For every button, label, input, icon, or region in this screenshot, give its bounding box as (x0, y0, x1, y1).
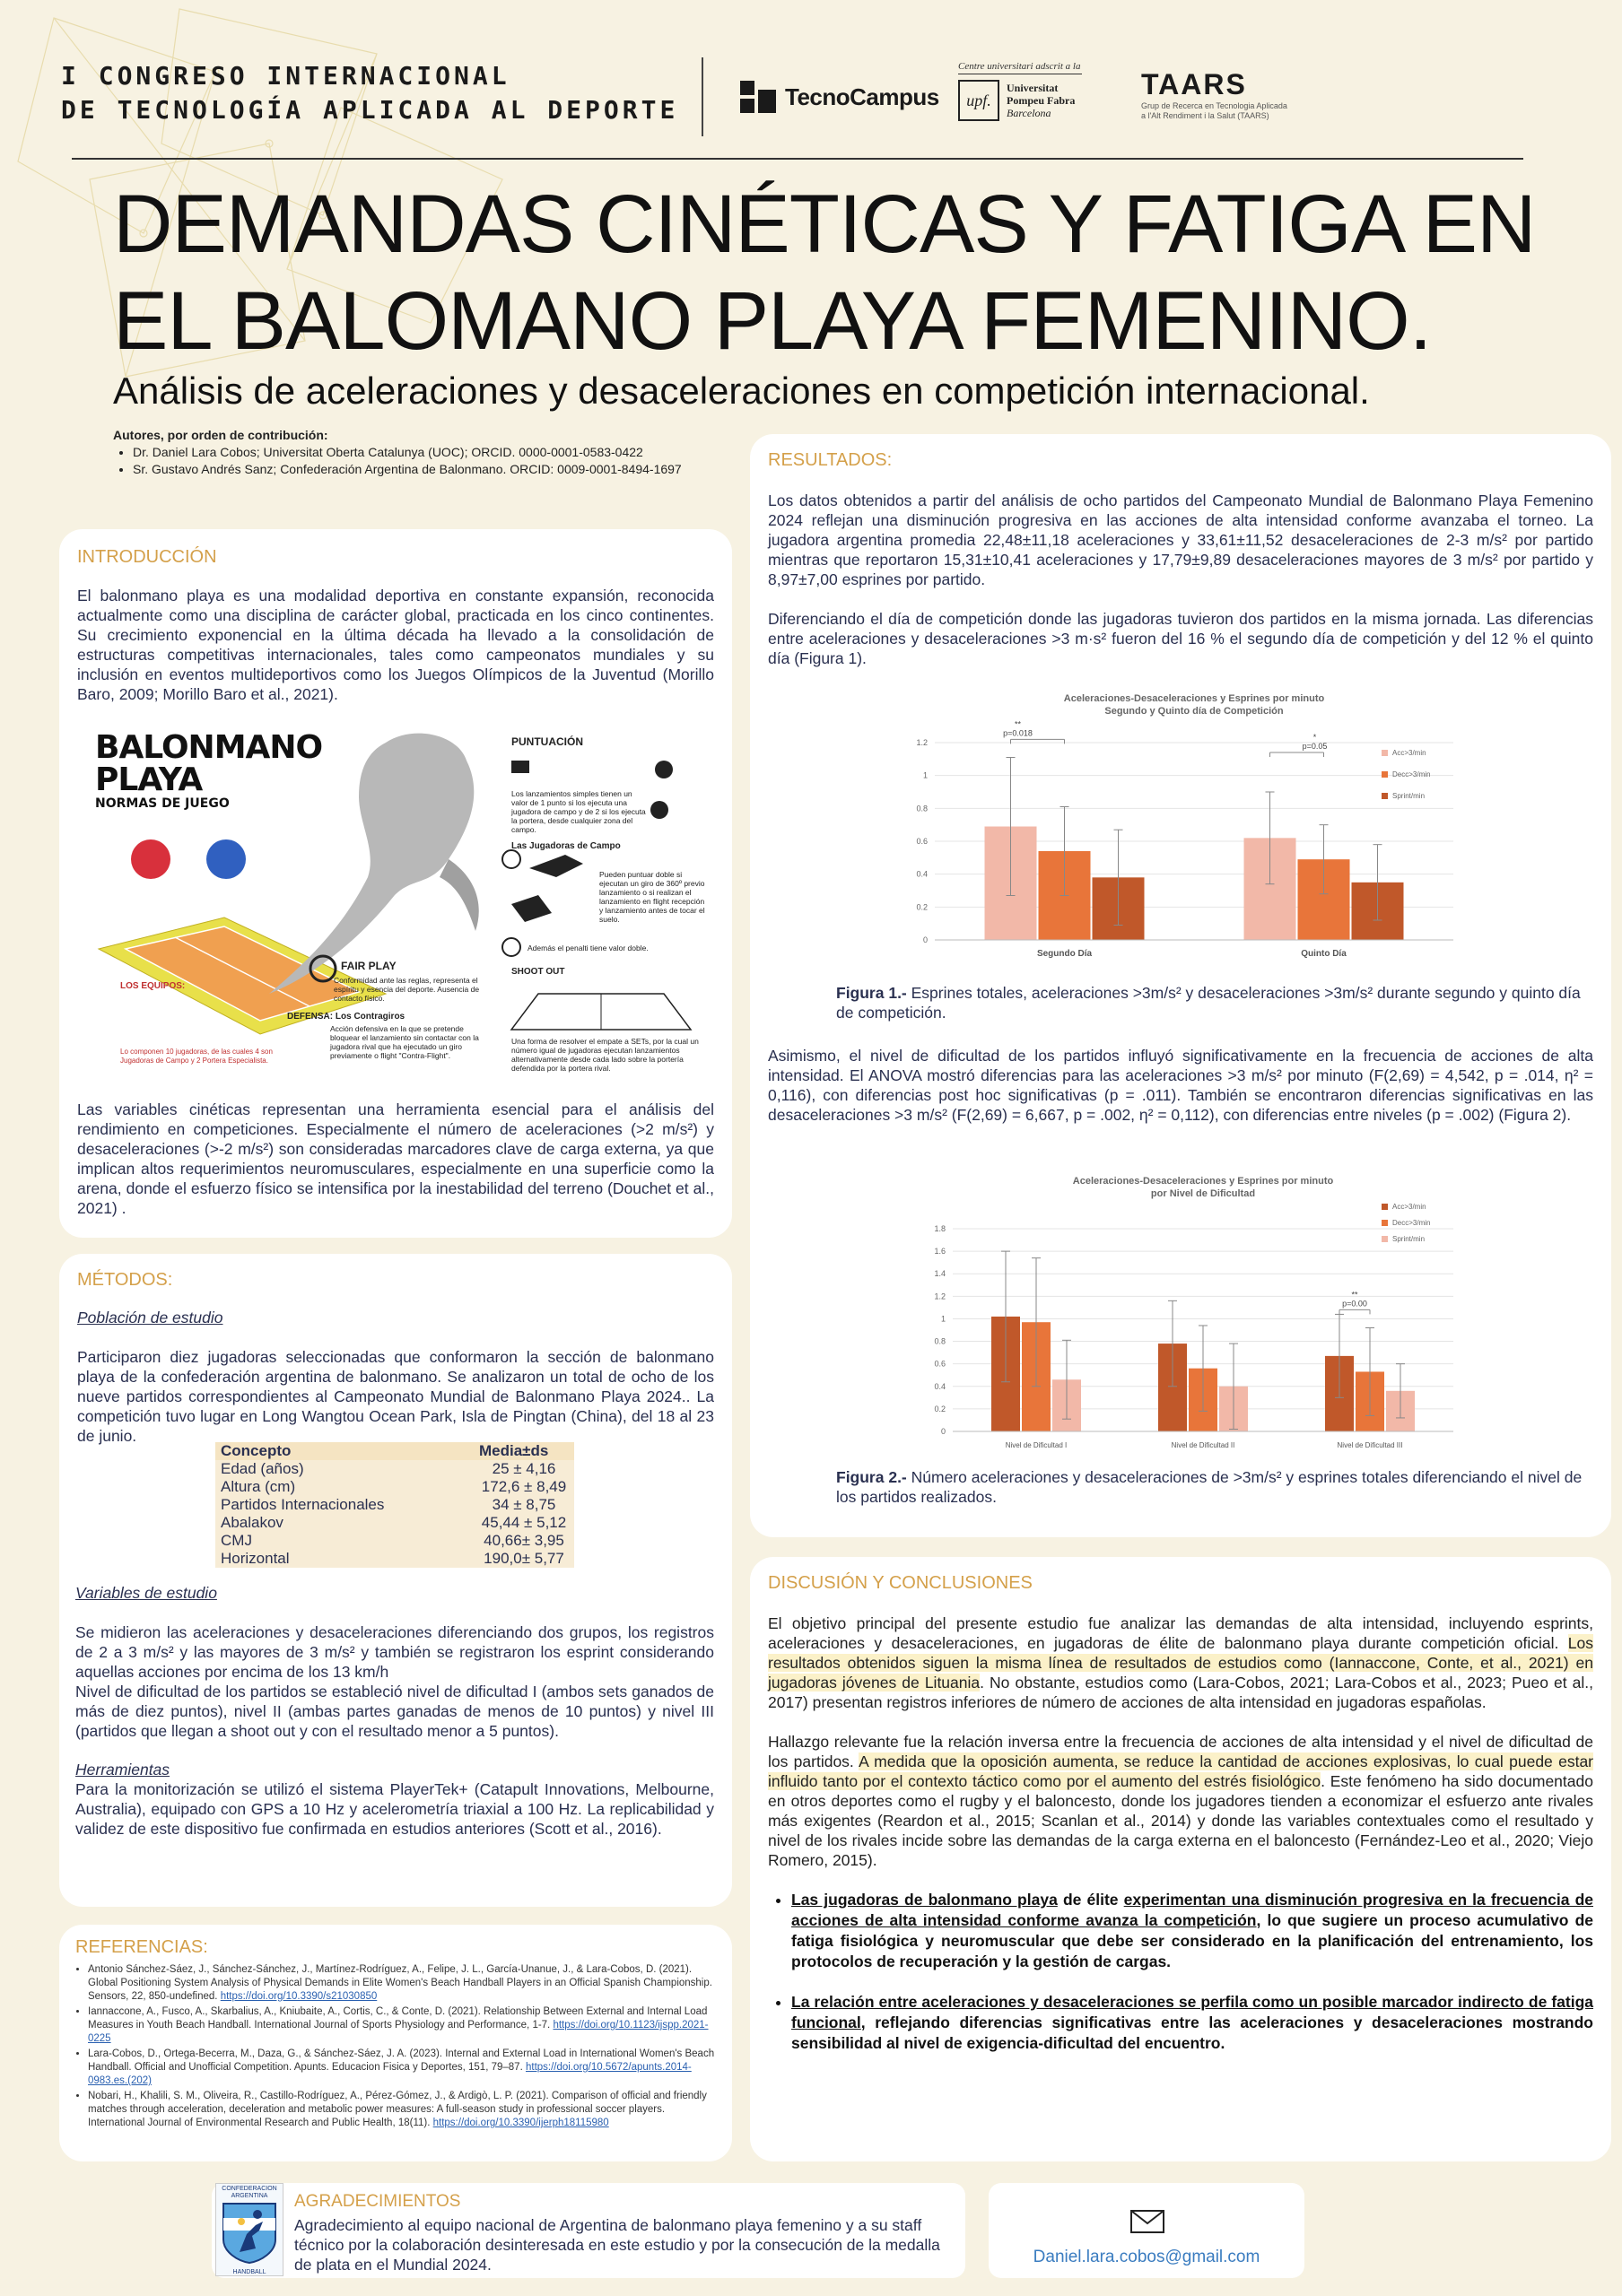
equipos-text: Lo componen 10 jugadoras, de las cuales 4 son Jugadoras de Campo y 2 Portera Especialista. (120, 1048, 273, 1065)
table-cell: 172,6 ± 8,49 (474, 1478, 574, 1496)
reference-item (88, 2005, 716, 2046)
y-tick-label: 0.8 (916, 804, 928, 813)
chart-title: Aceleraciones-Desaceleraciones y Esprines por minuto (1072, 1176, 1334, 1187)
taars-name: TAARS (1141, 68, 1247, 100)
y-tick-label: 0.4 (916, 869, 928, 879)
authors-heading: Autores, por orden de contribución: (113, 428, 328, 442)
resultados-heading: RESULTADOS: (768, 450, 893, 470)
x-category-label: Quinto Día (1301, 949, 1347, 959)
equipos-label: LOS EQUIPOS: (120, 981, 186, 991)
discusion-card (750, 1557, 1611, 2161)
table-cell: Abalakov (215, 1514, 474, 1532)
tecnocampus-name: TecnoCampus (785, 83, 939, 110)
congress-line-2: DE TECNOLOGÍA APLICADA AL DEPORTE (61, 95, 679, 125)
reference-link[interactable]: https://doi.org/10.5672/apunts.2014-0983.es.(202) (88, 2062, 692, 2086)
upf-line-1: Universitat (1007, 82, 1059, 94)
conclusion-text: de élite (1057, 1891, 1124, 1909)
y-tick-label: 1.6 (934, 1247, 946, 1257)
table-header-concepto: Concepto (215, 1442, 474, 1460)
upf-line-3: Barcelona (1007, 107, 1051, 119)
upf-caption: Centre universitari adscrit a la (958, 61, 1082, 74)
table-cell: 34 ± 8,75 (474, 1496, 574, 1514)
contact-email[interactable]: Daniel.lara.cobos@gmail.com (1033, 2248, 1260, 2266)
figure-2-chart (915, 1171, 1471, 1467)
significance-stars: * (1312, 733, 1317, 742)
significance-p: p=0.018 (1003, 728, 1033, 738)
author-item: • Dr. Daniel Lara Cobos; Universitat Oberta Catalunya (UOC); ORCID. 0000-0001-0583-0422 (133, 444, 682, 461)
legend-label: Decc>3/min (1392, 1219, 1431, 1227)
significance-p: p=0.00 (1342, 1299, 1367, 1309)
discusion-highlight: A medida que la oposición aumenta, se reduce la cantidad de acciones explosivas, lo cual puede estar influido tanto por el contexto táctico como por el aumento del estrés fisiológico (768, 1752, 1593, 1790)
table-row (215, 1532, 574, 1550)
y-tick-label: 1.8 (934, 1224, 946, 1233)
discusion-text: . Este fenómeno ha sido documentado en otros deportes como el rugby y el baloncesto, donde los jugadores tienden a economizar el esfuerzo ante rivales más exigentes (Reardon et al., 2015; Scanlan et al., 2014) y donde las variables contextuales como el resultado y nivel de los rivales incide sobre las demandas de la carga externa en el baloncesto (Fernández-Leo et al., 2020; Viejo Romero, 2015). (768, 1772, 1593, 1869)
conclusion-text: La relación entre aceleraciones y desaceleraciones se perfila como un posible marcador indirecto de fatiga funcional (791, 1993, 1593, 2031)
discusion-text: Hallazgo relevante fue la relación inversa entre la frecuencia de acciones de alta intensidad y el nivel de dificultad de los partidos. (768, 1733, 1593, 1770)
reference-link[interactable]: https://doi.org/10.1123/ijspp.2021-0225 (88, 2020, 709, 2044)
reference-item (88, 2048, 716, 2088)
y-tick-label: 0.6 (934, 1359, 946, 1369)
poster-subtitle: Análisis de aceleraciones y desaceleraciones en competición internacional. (113, 370, 1370, 412)
reference-item (88, 1963, 716, 2004)
discusion-paragraph-1 (768, 1613, 1593, 1712)
intro-paragraph-2: Las variables cinéticas representan una herramienta esencial para el análisis del rendimiento en competiciones. Especialmente el número de aceleraciones (>2 m/s²) y desaceleraciones (>-2 m/s²) son consideradas marcadores clave de carga externa, ya que implican altos requerimientos neuromusculares, especialmente en una superficie como la arena, donde el esfuerzo físico se intensifica por la inestabilidad del terreno (Douchet et al., 2021) . (77, 1100, 714, 1217)
author-item: • Sr. Gustavo Andrés Sanz; Confederación Argentina de Balonmano. ORCID: 0009-0001-8494-1697 (133, 461, 682, 478)
reference-item (88, 2090, 716, 2130)
congress-title (61, 59, 678, 127)
jugadoras-text: Pueden puntuar doble si ejecutan un giro de 360º previo lanzamiento o si realizan el lanzamiento en flight recepción y lanzamiento antes de tocar el suelo. (599, 870, 705, 924)
defensa-label: DEFENSA: Los Contragiros (287, 1012, 406, 1022)
legend-swatch (1382, 1204, 1388, 1210)
y-tick-label: 0 (940, 1427, 946, 1436)
x-category-label: Nivel de Dificultad II (1171, 1441, 1235, 1449)
table-cell: Altura (cm) (215, 1478, 474, 1496)
table-cell: 25 ± 4,16 (474, 1460, 574, 1478)
conclusion-text: Las jugadoras de balonmano playa (791, 1891, 1058, 1909)
shootout-label: SHOOT OUT (511, 967, 565, 977)
conclusion-item (791, 1890, 1593, 1972)
contact-card (989, 2183, 1304, 2278)
herramientas-paragraph: Para la monitorización se utilizó el sistema PlayerTek+ (Catapult Innovations, Melbourne, Australia), equipado con GPS a 10 Hz y acelerometría triaxial a 100 Hz. La replicabilidad y validez de este dispositivo fue confirmada en estudios anteriores (Scott et al., 2016). (75, 1780, 714, 1838)
authors-block (113, 427, 682, 478)
header-rule (72, 158, 1523, 160)
table-cell: 45,44 ± 5,12 (474, 1514, 574, 1532)
resultados-paragraph-2: Diferenciando el día de competición donde las jugadoras tuvieron dos partidos en la misma jornada. Las diferencias entre aceleraciones y desaceleraciones >3 m·s² fueron del 16 % el segundo día de competición y del 12 % el quinto día (Figura 1). (768, 610, 1593, 667)
title-line-1: DEMANDAS CINÉTICAS Y FATIGA EN (113, 178, 1536, 270)
conclusion-text: experimentan una disminución progresiva en la frecuencia de acciones de alta intensidad conforme avanza la competición (791, 1891, 1593, 1929)
title-line-2: EL BALOMANO PLAYA FEMENINO. (113, 275, 1432, 367)
intro-paragraph-1: El balonmano playa es una modalidad deportiva en constante expansión, reconocida actualmente como una disciplina de carácter global, practicada en los cinco continentes. Su crecimiento exponencial en la última década ha llevado a la consolidación de estructuras competitivas internacionales, tales como campeonatos mundiales y su inclusión en eventos multideportivos como los Juegos Olímpicos de la Juventud (Morillo Baro, 2009; Morillo Baro et al., 2021). (77, 587, 714, 703)
cah-logo-bottom-text: HANDBALL (232, 2269, 266, 2275)
table-row (215, 1460, 574, 1478)
legend-label: Sprint/min (1392, 1235, 1426, 1243)
infographic-title-2: PLAYA (95, 761, 203, 798)
agradecimientos-heading: AGRADECIMIENTOS (294, 2192, 461, 2211)
y-tick-label: 0.4 (934, 1381, 946, 1391)
x-category-label: Nivel de Dificultad I (1005, 1441, 1068, 1449)
significance-stars: ** (1014, 719, 1022, 729)
table-header-media: Media±ds (474, 1442, 574, 1460)
conclusion-text: , reflejando diferencias significativas entre las aceleraciones y desaceleraciones mostrando sensibilidad al nivel de exigencia-dificultad del encuentro. (791, 2013, 1593, 2052)
legend-swatch (1382, 1220, 1388, 1226)
significance-p: p=0.05 (1302, 742, 1328, 751)
cah-logo-top-text: CONFEDERACION ARGENTINA (222, 2186, 277, 2199)
puntuacion-text: Los lanzamientos simples tienen un valor de 1 punto si los ejecuta una jugadora de campo y de 2 si los ejecuta la portera, desde cualquier zona del campo. (511, 789, 646, 834)
figure-1-chart (897, 689, 1471, 976)
defensa-text: Acción defensiva en la que se pretende bloquear el lanzamiento sin contactar con la jugadora rival que ha ejecutado un giro previamente o flight "Contra-Flight". (330, 1024, 479, 1060)
conclusion-item (791, 1992, 1593, 2054)
y-tick-label: 0.6 (916, 837, 928, 846)
resultados-paragraph-1: Los datos obtenidos a partir del análisis de ocho partidos del Campeonato Mundial de Balonmano Playa Femenino 2024 reflejan una disminución progresiva en las acciones de alta intensidad conforme avanzaba el torneo. La jugadora argentina promedia 22,48±11,18 aceleraciones y 33,61±11,52 desaceleraciones de 2-3 m/s² por partido mientras que reportaron 15,31±10,41 aceleraciones y 17,79±9,89 desaceleraciones mayores de 3 m/s² por partido y 8,97±7,00 esprines por partido. (768, 491, 1593, 588)
agradecimientos-card (212, 2183, 965, 2278)
y-tick-label: 1.2 (916, 738, 928, 747)
fairplay-label: FAIR PLAY (341, 960, 397, 972)
figure-1-caption-text: Esprines totales, aceleraciones >3m/s² y desaceleraciones >3m/s² durante segundo y quinto día de competición. (836, 984, 1581, 1022)
discusion-paragraph-2 (768, 1732, 1593, 1870)
descriptive-table (215, 1442, 574, 1568)
reference-text: Nobari, H., Khalili, S. M., Oliveira, R., Castillo-Rodríguez, A., Pérez-Gómez, J., & Ardigò, L. P. (2021). Comparison of official and friendly matches through acceleration, deceleration and metabolic power measures: A full-season study in professional soccer players. International Journal of Environmental Research and Public Health, 18(11). (88, 2091, 707, 2128)
cah-logo (215, 2183, 283, 2276)
figure-1-label: Figura 1.- (836, 984, 907, 1002)
legend-swatch (1382, 1236, 1388, 1242)
variables-subheading: Variables de estudio (75, 1584, 217, 1602)
figure-2-caption-text: Número aceleraciones y desaceleraciones de >3m/s² y esprines totales diferenciando el nivel de los partidos realizados. (836, 1468, 1583, 1506)
y-tick-label: 1 (940, 1314, 946, 1324)
poster-title (113, 176, 1535, 370)
referencias-card (59, 1925, 732, 2161)
table-cell: Partidos Internacionales (215, 1496, 474, 1514)
shootout-text: Una forma de resolver el empate a SETs, por la cual un número igual de jugadoras ejecutan lanzamientos alternativamente desde cada lado sobre la portería defendida por la portera rival. (511, 1037, 699, 1073)
legend-swatch (1382, 750, 1388, 756)
infographic-title-1: BALONMANO (95, 729, 323, 766)
dificultad-paragraph: Nivel de dificultad de los partidos se estableció nivel de dificultad I (ambos sets ganados de más de diez puntos), nivel II (ambas partes ganadas de menos de 10 puntos) y nivel III (partidos que llegan a shoot out y con el resultado menor a 5 puntos). (75, 1683, 714, 1740)
significance-stars: ** (1351, 1290, 1358, 1300)
table-cell: 40,66± 3,95 (474, 1532, 574, 1550)
y-tick-label: 0.8 (934, 1336, 946, 1346)
y-tick-label: 0.2 (916, 902, 928, 912)
table-row (215, 1496, 574, 1514)
metodos-lower (75, 1584, 714, 1839)
tecnocampus-logo (740, 81, 939, 113)
conclusions-list (768, 1890, 1593, 2054)
envelope-icon (1130, 2210, 1164, 2233)
reference-text: Lara-Cobos, D., Ortega-Becerra, M., Daza, G., & Sánchez-Sáez, J. A. (2023). Internal and External Load in International Women's Beach Handball. Official and Unofficial Competition. Apunts. Educacion Fisica y Deportes, 151, 79–87. (88, 2048, 715, 2073)
legend-label: Acc>3/min (1392, 749, 1426, 757)
table-cell: 190,0± 5,77 (474, 1550, 574, 1568)
rules-infographic (90, 725, 718, 1092)
y-tick-label: 0.2 (934, 1404, 946, 1413)
discusion-text: . No obstante, estudios como (Lara-Cobos, 2021; Lara-Cobos et al., 2023; Pueo et al., 2017) presentan registros inferiores de número de acciones de alta intensidad en jugadoras españolas. (768, 1674, 1593, 1711)
chart-subtitle: Segundo y Quinto día de Competición (1104, 706, 1284, 717)
upf-logo (958, 61, 1082, 121)
y-tick-label: 0 (922, 935, 928, 944)
reference-link[interactable]: https://doi.org/10.3390/s21030850 (220, 1991, 378, 2002)
legend-label: Sprint/min (1392, 792, 1426, 800)
handball-player-icon (216, 2200, 283, 2265)
figure-2-label: Figura 2.- (836, 1468, 907, 1486)
conclusion-text: , lo que sugiere un proceso acumulativo de fatiga fisiológica y neuromuscular que debe ser considerado en la planificación del entrenamiento, los protocolos de recuperación y la gestión de cargas. (791, 1911, 1593, 1970)
table-row (215, 1550, 574, 1568)
chart-subtitle: por Nivel de Dificultad (1150, 1188, 1256, 1199)
table-row (215, 1478, 574, 1496)
x-category-label: Nivel de Dificultad III (1337, 1441, 1403, 1449)
intro-heading: INTRODUCCIÓN (77, 547, 217, 567)
agradecimientos-text: Agradecimiento al equipo nacional de Argentina de balonmano playa femenino y a su staff técnico por la colaboración desinteresada en este estudio y por la consecución de la medalla de plata en el Mundial 2024. (294, 2216, 940, 2274)
figure-2-caption (836, 1467, 1590, 1507)
reference-link[interactable]: https://doi.org/10.3390/ijerph18115980 (432, 2118, 609, 2128)
reference-text: Iannaccone, A., Fusco, A., Skarbalius, A., Kniubaite, A., Cortis, C., & Conte, D. (2021). Relationship Between External and Internal Load Measures in Youth Beach Handball. International Journal of Sports Physiology and Performance, 1-7. (88, 2006, 708, 2031)
poblacion-paragraph: Participaron diez jugadoras seleccionadas que conformaron la sección de balonmano playa de la confederación argentina de balonmano. Se analizaron un total de ocho de los nueve partidos correspondientes al Campeonato Mundial de Balonmano Playa 2024.. La competición tuvo lugar en Long Wangtou Ocean Park, Isla de Pingtan (China), del 18 al 23 de junio. (77, 1348, 714, 1445)
upf-mark: upf. (958, 80, 999, 121)
table-cell: CMJ (215, 1532, 474, 1550)
legend-label: Acc>3/min (1392, 1203, 1426, 1211)
y-tick-label: 1.4 (934, 1269, 946, 1279)
discusion-highlight: Los resultados obtenidos siguen la misma línea de resultados de estudios como (Iannaccone, Conte, et al., 2021) en jugadoras jóvenes de Lituania (768, 1634, 1593, 1692)
figure-1-caption (836, 983, 1590, 1022)
legend-swatch (1382, 771, 1388, 778)
referencias-heading: REFERENCIAS: (75, 1937, 208, 1957)
congress-line-1: I CONGRESO INTERNACIONAL (61, 61, 510, 91)
penalti-text: Además el penalti tiene valor doble. (528, 944, 649, 952)
herramientas-subheading: Herramientas (75, 1761, 170, 1779)
table-cell: Horizontal (215, 1550, 474, 1568)
x-category-label: Segundo Día (1036, 949, 1093, 959)
legend-label: Decc>3/min (1392, 770, 1431, 778)
taars-logo (1141, 68, 1294, 121)
upf-line-2: Pompeu Fabra (1007, 94, 1076, 107)
y-tick-label: 1.2 (934, 1292, 946, 1301)
table-cell: Edad (años) (215, 1460, 474, 1478)
taars-subtitle: Grup de Recerca en Tecnologia Aplicada a l'Alt Rendiment i la Salut (TAARS) (1141, 101, 1287, 120)
discusion-text: El objetivo principal del presente estudio fue analizar las demandas de alta intensidad, incluyendo esprints, aceleraciones y desaceleraciones, en jugadoras de élite de balonmano playa durante competición oficial. (768, 1614, 1593, 1652)
jugadoras-label: Las Jugadoras de Campo (511, 841, 621, 851)
infographic-title-3: NORMAS DE JUEGO (95, 796, 230, 811)
variables-paragraph: Se midieron las aceleraciones y desaceleraciones diferenciando dos grupos, los registros de 2 a 3 m/s² y las mayores de 3 m/s² y también se registraron los esprint considerando aquellas acciones por encima de los 13 km/h (75, 1623, 714, 1681)
discusion-heading: DISCUSIÓN Y CONCLUSIONES (768, 1573, 1033, 1593)
y-tick-label: 1 (922, 770, 928, 780)
table-row (215, 1514, 574, 1532)
reference-text: Antonio Sánchez-Sáez, J., Sánchez-Sánchez, J., Martínez-Rodríguez, A., Felipe, J. L., García-Unanue, J., & Lara-Cobos, D. (2021). Global Positioning System Analysis of Physical Demands in Elite Women's Beach Handball Players in an Official Spanish Championship. Sensors, 22, 850-undefined. (88, 1964, 712, 2002)
tecnocampus-mark-icon (740, 81, 776, 113)
header-separator (702, 57, 703, 136)
chart-title: Aceleraciones-Desaceleraciones y Esprines por minuto (1063, 693, 1325, 704)
puntuacion-label: PUNTUACIÓN (511, 735, 583, 748)
metodos-heading: MÉTODOS: (77, 1270, 173, 1290)
resultados-paragraph-3: Asimismo, el nivel de dificultad de los partidos influyó significativamente en la frecuencia de acciones de alta intensidad. El ANOVA mostró diferencias para las aceleraciones >3 m/s² por minuto (F(2,69) = 4,542, p = .014, η² = 0,116), con diferencias post hoc significativas (p = .011). También se encontraron diferencias significativas en las desaceleraciones >3 m/s² (F(2,69) = 6,667, p = .002, η² = 0,112), con diferencias entre niveles (p = .002) (Figura 2). (768, 1047, 1593, 1124)
fairplay-text: Conformidad ante las reglas, representa el espíritu y esencia del deporte. Ausencia de contacto físico. (334, 976, 480, 1003)
poblacion-subheading: Población de estudio (77, 1309, 223, 1326)
legend-swatch (1382, 793, 1388, 799)
